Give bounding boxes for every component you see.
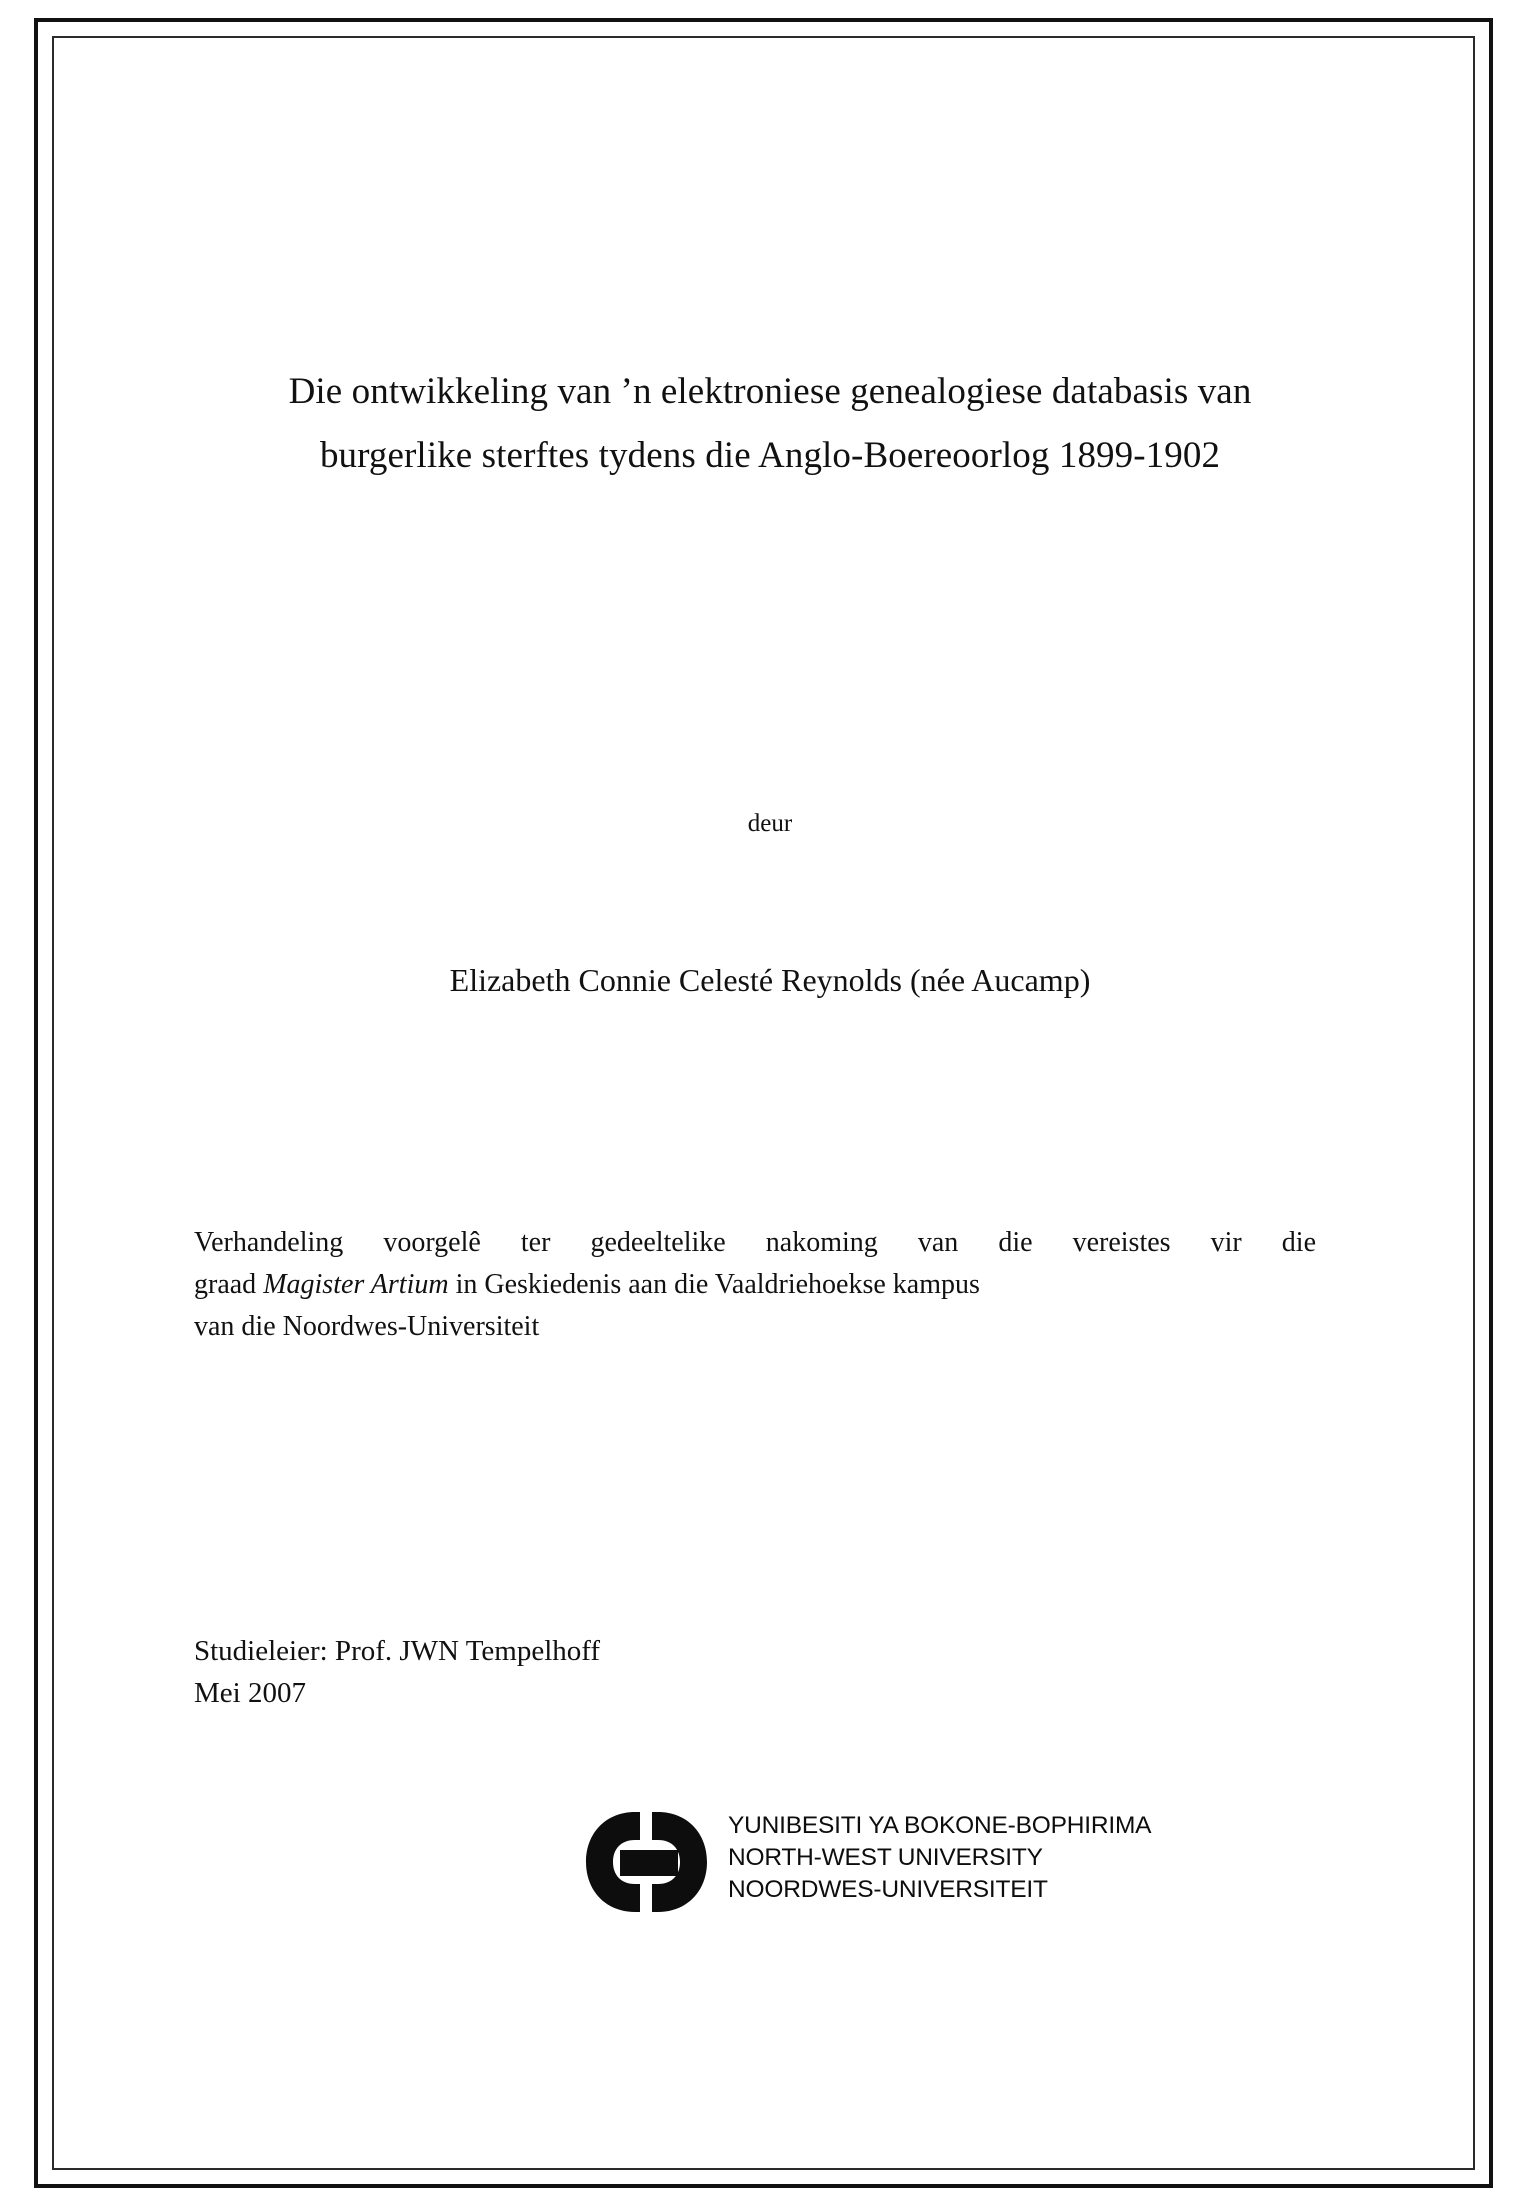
- degree-statement: [194, 1222, 1316, 1348]
- nwu-logo-mark-icon: [580, 1806, 710, 1918]
- degree-statement-suffix: in Geskiedenis aan die Vaaldriehoekse kampus: [448, 1269, 980, 1300]
- page-title: [190, 360, 1350, 487]
- author-name: Elizabeth Connie Celesté Reynolds (née Aucamp): [449, 962, 1091, 998]
- title-line-1: Die ontwikkeling van ’n elektroniese genealogiese databasis van: [288, 371, 1252, 412]
- logo-text-line-2: NORTH-WEST UNIVERSITY: [728, 1843, 1043, 1871]
- supervisor-line: Studieleier: Prof. JWN Tempelhoff: [194, 1635, 601, 1667]
- logo-text-line-3: NOORDWES-UNIVERSITEIT: [728, 1875, 1048, 1903]
- degree-statement-line-3: van die Noordwes-Universiteit: [194, 1311, 540, 1342]
- supervisor-block: [194, 1630, 1316, 1714]
- degree-name: Magister Artium: [263, 1269, 449, 1300]
- title-line-2: burgerlike sterftes tydens die Anglo-Boereoorlog 1899-1902: [319, 434, 1221, 476]
- by-label: deur: [747, 810, 793, 837]
- date-line: Mei 2007: [194, 1677, 306, 1710]
- degree-statement-line-1: Verhandeling voorgelê ter gedeeltelike nakoming van die vereistes vir die: [194, 1227, 1316, 1258]
- university-logo: [580, 1800, 1220, 1930]
- logo-text-line-1: YUNIBESITI YA BOKONE-BOPHIRIMA: [728, 1812, 1152, 1839]
- degree-statement-line-2: [194, 1264, 1316, 1306]
- degree-statement-prefix: graad: [194, 1269, 264, 1300]
- title-page-content: [150, 0, 1390, 2206]
- university-logo-text: [728, 1810, 1151, 1906]
